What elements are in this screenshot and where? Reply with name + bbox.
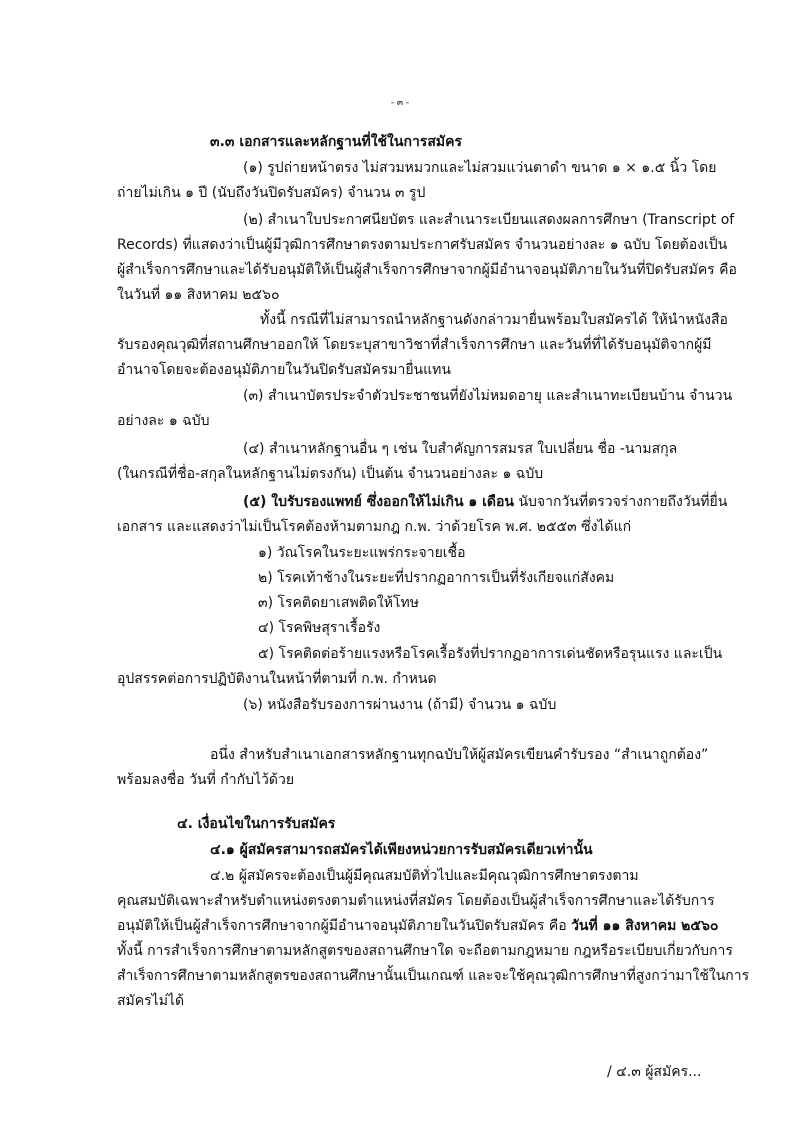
item-5-rest: นับจากวันที่ตรวจร่างกายถึงวันที่ยื่น xyxy=(514,494,728,510)
item-4-2-deadline: วันที่ ๑๑ สิงหาคม ๒๕๖๐ xyxy=(571,918,719,934)
item-2-note-line-1: ทั้งนี้ กรณีที่ไม่สามารถนำหลักฐานดังกล่าวมายื่นพร้อมใบสมัครได้ ให้นำหนังสือ xyxy=(260,312,728,328)
footer-continuation: / ๔.๓ ผู้สมัคร... xyxy=(607,1064,702,1080)
note-line-1: อนึ่ง สำหรับสำเนาเอกสารหลักฐานทุกฉบับให้ผู้สมัครเขียนคำรับรอง “สำเนาถูกต้อง” xyxy=(210,747,709,763)
section-heading-4: ๔. เงื่อนไขในการรับสมัคร xyxy=(177,816,336,832)
note-line-2: พร้อมลงชื่อ วันที่ กำกับไว้ด้วย xyxy=(117,772,295,788)
item-4-2-line-5: สำเร็จการศึกษาตามหลักสูตรของสถานศึกษานั้นเป็นเกณฑ์ และจะใช้คุณวุฒิการศึกษาที่สูงกว่ามาใช้ในการ xyxy=(117,968,750,984)
item-4-2-line-3-prefix: อนุมัติให้เป็นผู้สำเร็จการศึกษาจากผู้มีอำนาจอนุมัติภายในวันปิดรับสมัคร คือ xyxy=(117,918,572,934)
item-6: (๖) หนังสือรับรองการผ่านงาน (ถ้ามี) จำนวน ๑ ฉบับ xyxy=(243,697,557,713)
disease-1: ๑) วัณโรคในระยะแพร่กระจายเชื้อ xyxy=(258,545,466,561)
page-number: - ๓ - xyxy=(390,98,410,108)
item-4-2-line-2: คุณสมบัติเฉพาะสำหรับตำแหน่งตรงตามตำแหน่งที่สมัคร โดยต้องเป็นผู้สำเร็จการศึกษาและได้รับการ xyxy=(117,893,715,909)
item-4-2-line-3 xyxy=(117,916,718,936)
item-5-line-1 xyxy=(243,492,727,512)
item-3-line-1: (๓) สำเนาบัตรประจำตัวประชาชนที่ยังไม่หมดอายุ และสำเนาทะเบียนบ้าน จำนวน xyxy=(243,388,733,404)
item-2-line-3: ผู้สำเร็จการศึกษาและได้รับอนุมัติให้เป็นผู้สำเร็จการศึกษาจากผู้มีอำนาจอนุมัติภายในวันที่ปิดรับสมัคร คือ xyxy=(117,262,737,278)
item-3-line-2: อย่างละ ๑ ฉบับ xyxy=(117,413,210,429)
item-1-line-2: ถ่ายไม่เกิน ๑ ปี (นับถึงวันปิดรับสมัคร) จำนวน ๓ รูป xyxy=(117,185,426,201)
item-2-line-2: Records) ที่แสดงว่าเป็นผู้มีวุฒิการศึกษาตรงตามประกาศรับสมัคร จำนวนอย่างละ ๑ ฉบับ โดยต้องเป็น xyxy=(117,237,728,253)
disease-3: ๓) โรคติดยาเสพติดให้โทษ xyxy=(258,595,419,611)
item-2-line-4: ในวันที่ ๑๑ สิงหาคม ๒๕๖๐ xyxy=(117,287,280,303)
item-4-line-1: (๔) สำเนาหลักฐานอื่น ๆ เช่น ใบสำคัญการสมรส ใบเปลี่ยน ชื่อ -นามสกุล xyxy=(243,441,678,457)
item-5-line-2: เอกสาร และแสดงว่าไม่เป็นโรคต้องห้ามตามกฎ ก.พ. ว่าด้วยโรค พ.ศ. ๒๕๕๓ ซึ่งได้แก่ xyxy=(117,519,632,535)
disease-4: ๔) โรคพิษสุราเรื้อรัง xyxy=(258,620,381,636)
section-heading-3-3: ๓.๓ เอกสารและหลักฐานที่ใช้ในการสมัคร xyxy=(210,134,462,150)
item-4-2-line-1: ๔.๒ ผู้สมัครจะต้องเป็นผู้มีคุณสมบัติทั่วไปและมีคุณวุฒิการศึกษาตรงตาม xyxy=(210,868,639,884)
item-2-note-line-2: รับรองคุณวุฒิที่สถานศึกษาออกให้ โดยระบุสาขาวิชาที่สำเร็จการศึกษา และวันที่ที่ได้รับอนุมัติจากผู้มี xyxy=(117,337,712,353)
item-5-bold-prefix: (๕) ใบรับรองแพทย์ ซึ่งออกให้ไม่เกิน ๑ เดือน xyxy=(243,494,515,510)
item-2-line-1: (๒) สำเนาใบประกาศนียบัตร และสำเนาระเบียนแสดงผลการศึกษา (Transcript of xyxy=(243,212,735,228)
item-4-1: ๔.๑ ผู้สมัครสามารถสมัครได้เพียงหน่วยการรับสมัครเดียวเท่านั้น xyxy=(210,842,593,858)
item-4-2-line-4: ทั้งนี้ การสำเร็จการศึกษาตามหลักสูตรของสถานศึกษาใด จะถือตามกฎหมาย กฎหรือระเบียบเกี่ยวกับการ xyxy=(117,943,733,959)
item-1-line-1: (๑) รูปถ่ายหน้าตรง ไม่สวมหมวกและไม่สวมแว่นตาดำ ขนาด ๑ × ๑.๕ นิ้ว โดย xyxy=(243,160,717,176)
item-2-note-line-3: อำนาจโดยจะต้องอนุมัติภายในวันปิดรับสมัครมายื่นแทน xyxy=(117,362,451,378)
item-4-2-line-6: สมัครไม่ได้ xyxy=(117,993,185,1009)
item-4-line-2: (ในกรณีที่ชื่อ-สกุลในหลักฐานไม่ตรงกัน) เป็นต้น จำนวนอย่างละ ๑ ฉบับ xyxy=(117,466,544,482)
disease-5-line-2: อุปสรรคต่อการปฏิบัติงานในหน้าที่ตามที่ ก.พ. กำหนด xyxy=(117,671,437,687)
disease-5: ๕) โรคติดต่อร้ายแรงหรือโรคเรื้อรังที่ปรากฏอาการเด่นชัดหรือรุนแรง และเป็น xyxy=(258,646,723,662)
disease-2: ๒) โรคเท้าช้างในระยะที่ปรากฏอาการเป็นที่รังเกียจแก่สังคม xyxy=(258,570,615,586)
